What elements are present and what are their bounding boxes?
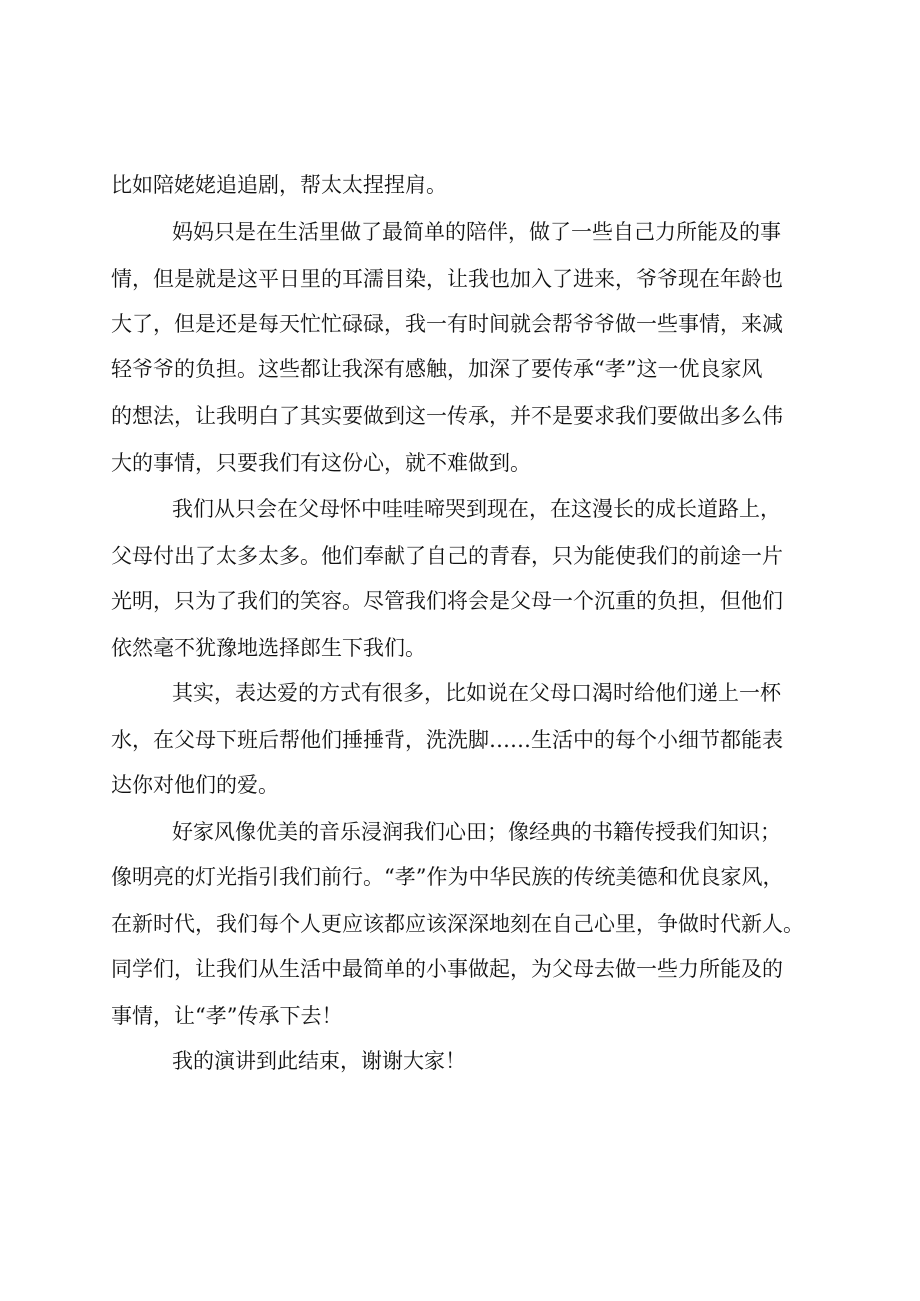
paragraph-5-line-4: 同学们，让我们从生活中最简单的小事做起，为父母去做一些力所能及的: [111, 957, 783, 981]
paragraph-5-line-5: 事情，让“孝”传承下去！: [111, 1004, 343, 1028]
paragraph-2-line-6: 大的事情，只要我们有这份心，就不难做到。: [111, 451, 531, 475]
paragraph-6-line-1: 我的演讲到此结束，谢谢大家！: [172, 1049, 466, 1073]
paragraph-5-line-3: 在新时代，我们每个人更应该都应该深深地刻在自己心里，争做时代新人。: [111, 912, 804, 936]
paragraph-2-line-3: 大了，但是还是每天忙忙碌碌，我一有时间就会帮爷爷做一些事情，来减: [111, 312, 783, 336]
paragraph-3-line-4: 依然毫不犹豫地选择郎生下我们。: [111, 636, 426, 660]
paragraph-4-line-2: 水，在父母下班后帮他们捶捶背，洗洗脚……生活中的每个小细节都能表: [111, 728, 783, 752]
paragraph-3-line-1: 我们从只会在父母怀中哇哇啼哭到现在，在这漫长的成长道路上，: [172, 497, 781, 521]
paragraph-4-line-3: 达你对他们的爱。: [111, 773, 279, 797]
paragraph-5-line-2: 像明亮的灯光指引我们前行。“孝”作为中华民族的传统美德和优良家风，: [111, 865, 784, 889]
paragraph-3-line-3: 光明，只为了我们的笑容。尽管我们将会是父母一个沉重的负担，但他们: [111, 589, 783, 613]
paragraph-2-line-1: 妈妈只是在生活里做了最简单的陪伴，做了一些自己力所能及的事: [172, 220, 781, 244]
paragraph-1-line-1: 比如陪姥姥追追剧，帮太太捏捏肩。: [111, 173, 447, 197]
paragraph-2-line-4: 轻爷爷的负担。这些都让我深有感触，加深了要传承“孝”这一优良家风: [111, 357, 763, 381]
paragraph-4-line-1: 其实，表达爱的方式有很多，比如说在父母口渴时给他们递上一杯: [172, 681, 781, 705]
paragraph-2-line-5: 的想法，让我明白了其实要做到这一传承，并不是要求我们要做出多么伟: [111, 404, 783, 428]
paragraph-5-line-1: 好家风像优美的音乐浸润我们心田；像经典的书籍传授我们知识；: [172, 820, 781, 844]
paragraph-2-line-2: 情，但是就是这平日里的耳濡目染，让我也加入了进来，爷爷现在年龄也: [111, 267, 783, 291]
paragraph-3-line-2: 父母付出了太多太多。他们奉献了自己的青春，只为能使我们的前途一片: [111, 544, 783, 568]
